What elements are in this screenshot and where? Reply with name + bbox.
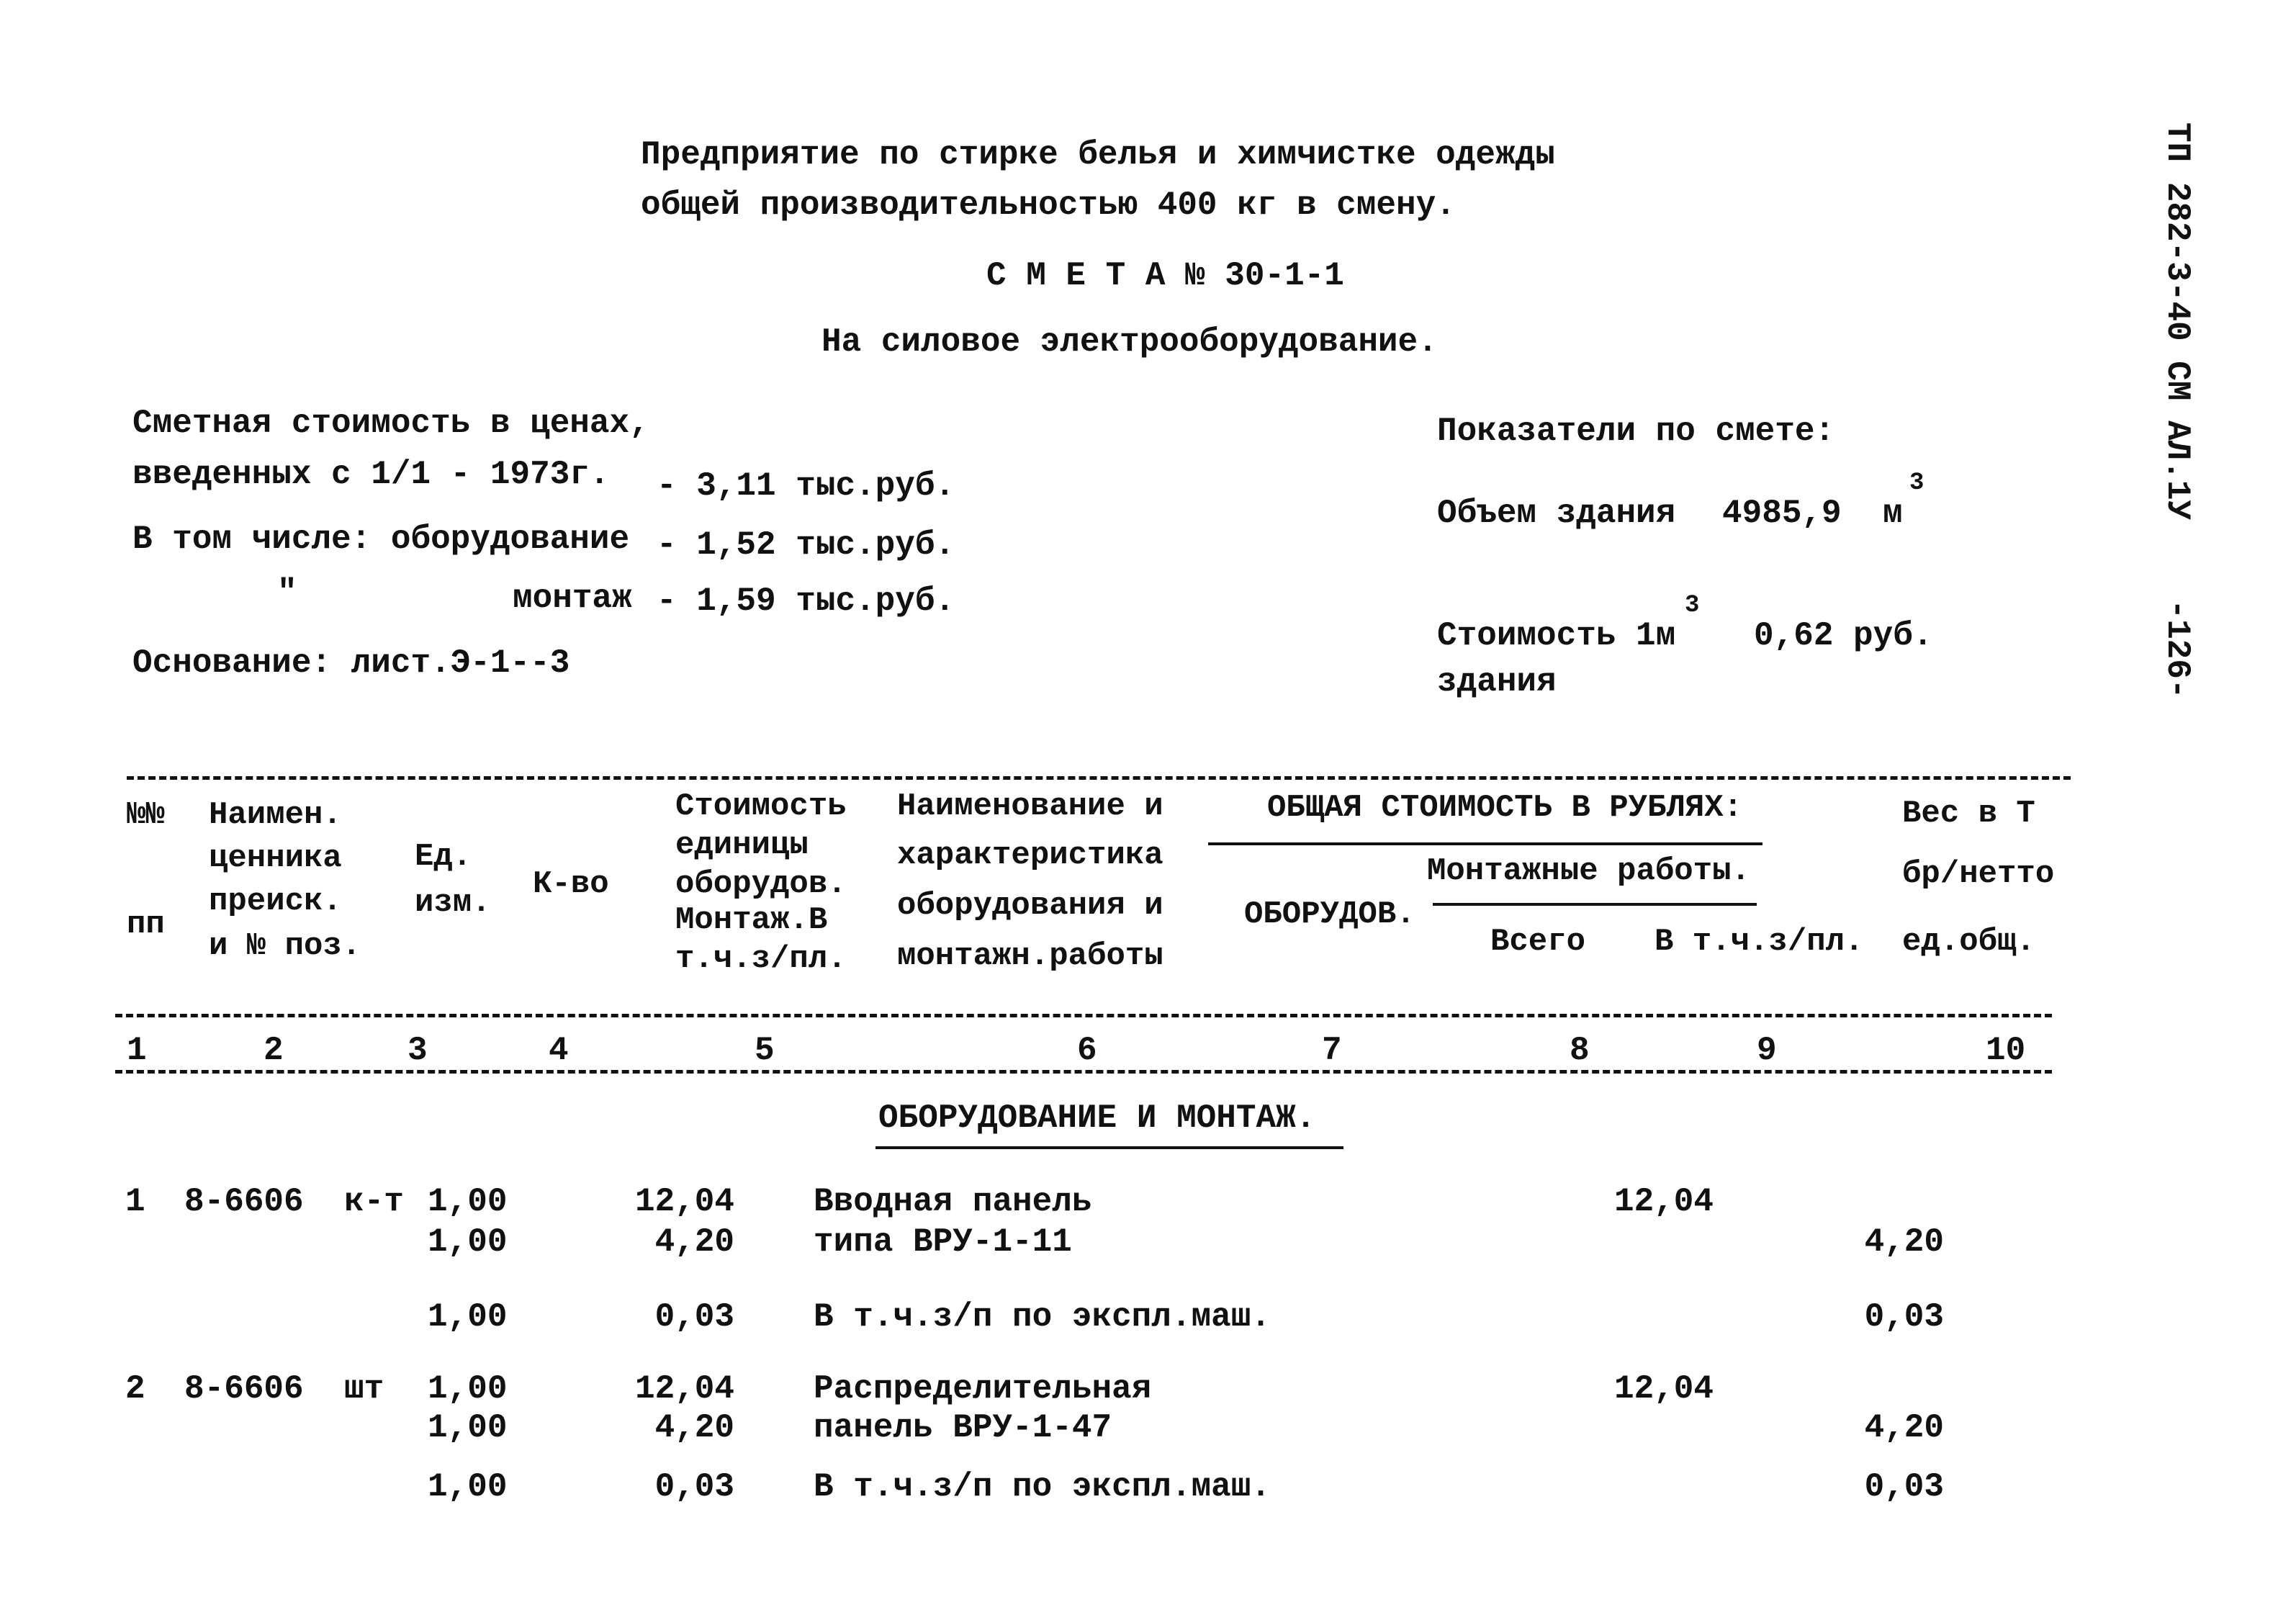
header-c9: В т.ч.з/пл.	[1655, 924, 1864, 960]
basis: Основание: лист.Э-1--3	[132, 644, 570, 682]
header-no: №№	[127, 797, 165, 833]
estimate-subject: На силовое электрооборудование.	[821, 323, 1438, 361]
cell-mount: 4,20	[1864, 1409, 1944, 1447]
cell-cost: 4,20	[654, 1223, 734, 1261]
side-code-text: ТП 282-3-40 СМ АЛ.1У	[2158, 122, 2196, 521]
header-c2-line: и № поз.	[209, 928, 361, 964]
header-c10-line: бр/нетто	[1902, 856, 2055, 892]
cell-name: Распределительная	[814, 1370, 1152, 1408]
volume-cube: 3	[1909, 469, 1924, 497]
cell-qty: 1,00	[428, 1298, 508, 1336]
header-c10-line: Вес в Т	[1902, 796, 2035, 832]
page-number: -126-	[2158, 599, 2196, 699]
cell-no: 1	[125, 1183, 145, 1220]
cost-line-2: введенных с 1/1 - 1973г.	[132, 456, 610, 493]
cell-unit: к-т	[344, 1183, 404, 1220]
cell-code: 8-6606	[184, 1370, 304, 1408]
table-top-rule	[127, 776, 2071, 780]
cost-per-m3-label-2: здания	[1437, 663, 1557, 701]
section-underline	[875, 1146, 1343, 1149]
header-c6-line: оборудования и	[897, 888, 1163, 924]
volume-value: 4985,9	[1722, 495, 1842, 532]
header-c3-line: изм.	[415, 885, 491, 921]
cell-name: В т.ч.з/п по экспл.маш.	[814, 1468, 1271, 1506]
header-rule	[1433, 903, 1757, 906]
column-number: 3	[408, 1032, 428, 1069]
mounting-label: монтаж	[513, 580, 632, 617]
cell-name: В т.ч.з/п по экспл.маш.	[814, 1298, 1271, 1336]
column-number: 6	[1077, 1032, 1097, 1069]
column-number: 4	[549, 1032, 569, 1069]
header-c6-line: характеристика	[897, 837, 1163, 873]
header-c7: ОБОРУДОВ.	[1244, 896, 1415, 932]
cell-no: 2	[125, 1370, 145, 1408]
mounting-value: - 1,59 тыс.руб.	[657, 582, 955, 620]
header-c2-line: Наимен.	[209, 797, 342, 833]
header-c6-line: монтажн.работы	[897, 938, 1163, 974]
header-c5-line: оборудов.	[675, 866, 847, 902]
volume-unit: м	[1883, 495, 1903, 532]
section-title: ОБОРУДОВАНИЕ И МОНТАЖ.	[878, 1099, 1316, 1137]
header-c10-line: ед.общ.	[1902, 924, 2035, 960]
equipment-label: В том числе: оборудование	[132, 521, 630, 558]
numbers-bottom-rule	[115, 1070, 2052, 1074]
column-number: 1	[127, 1032, 147, 1069]
cell-name: панель ВРУ-1-47	[814, 1409, 1112, 1447]
header-c5-line: Стоимость	[675, 788, 847, 824]
cost-cube: 3	[1685, 592, 1700, 619]
cost-per-m3-value: 0,62 руб.	[1754, 617, 1933, 654]
cell-qty: 1,00	[428, 1183, 508, 1220]
cell-mount: 0,03	[1864, 1298, 1944, 1336]
header-c4: К-во	[533, 866, 609, 902]
volume-label: Объем здания	[1437, 495, 1676, 532]
cell-total: 12,04	[1613, 1370, 1714, 1408]
title-line-1: Предприятие по стирке белья и химчистке одежды	[641, 136, 1555, 174]
header-total-cost: ОБЩАЯ СТОИМОСТЬ В РУБЛЯХ:	[1267, 790, 1743, 826]
title-line-2: общей производительностью 400 кг в смену.	[641, 186, 1456, 224]
side-code	[2158, 122, 2196, 699]
cell-mount: 4,20	[1864, 1223, 1944, 1261]
cost-per-m3-label: Стоимость 1м	[1437, 617, 1676, 654]
ditto-mark: "	[277, 574, 297, 611]
cell-qty: 1,00	[428, 1409, 508, 1447]
cell-qty: 1,00	[428, 1468, 508, 1506]
cell-cost: 12,04	[634, 1183, 734, 1220]
cost-total: - 3,11 тыс.руб.	[657, 467, 955, 505]
cell-name: типа ВРУ-1-11	[814, 1223, 1072, 1261]
cell-cost: 0,03	[654, 1468, 734, 1506]
column-number: 2	[264, 1032, 284, 1069]
header-c5-line: Монтаж.В	[675, 902, 828, 938]
column-number: 10	[1986, 1032, 2026, 1069]
cell-cost: 4,20	[654, 1409, 734, 1447]
column-number: 8	[1570, 1032, 1590, 1069]
cell-cost: 12,04	[634, 1370, 734, 1408]
estimate-title: С М Е Т А № 30-1-1	[986, 257, 1344, 294]
indicators-title: Показатели по смете:	[1437, 413, 1835, 450]
cell-qty: 1,00	[428, 1223, 508, 1261]
header-c5-line: т.ч.з/пл.	[675, 941, 847, 977]
header-no-2: пп	[127, 907, 165, 943]
header-c2-line: преиск.	[209, 883, 342, 919]
column-number: 5	[755, 1032, 775, 1069]
header-c8: Всего	[1490, 924, 1586, 960]
cell-mount: 0,03	[1864, 1468, 1944, 1506]
column-number: 9	[1757, 1032, 1777, 1069]
header-bottom-rule	[115, 1014, 2052, 1017]
header-rule	[1208, 842, 1762, 845]
cell-code: 8-6606	[184, 1183, 304, 1220]
cell-name: Вводная панель	[814, 1183, 1092, 1220]
cost-line-1: Сметная стоимость в ценах,	[132, 405, 649, 442]
header-mounting: Монтажные работы.	[1427, 853, 1750, 889]
equipment-value: - 1,52 тыс.руб.	[657, 526, 955, 564]
header-c3-line: Ед.	[415, 839, 472, 875]
cell-unit: шт	[344, 1370, 384, 1408]
cell-total: 12,04	[1613, 1183, 1714, 1220]
header-c6-line: Наименование и	[897, 788, 1163, 824]
cell-cost: 0,03	[654, 1298, 734, 1336]
cell-qty: 1,00	[428, 1370, 508, 1408]
column-number: 7	[1322, 1032, 1342, 1069]
header-c5-line: единицы	[675, 827, 809, 863]
header-c2-line: ценника	[209, 840, 342, 876]
